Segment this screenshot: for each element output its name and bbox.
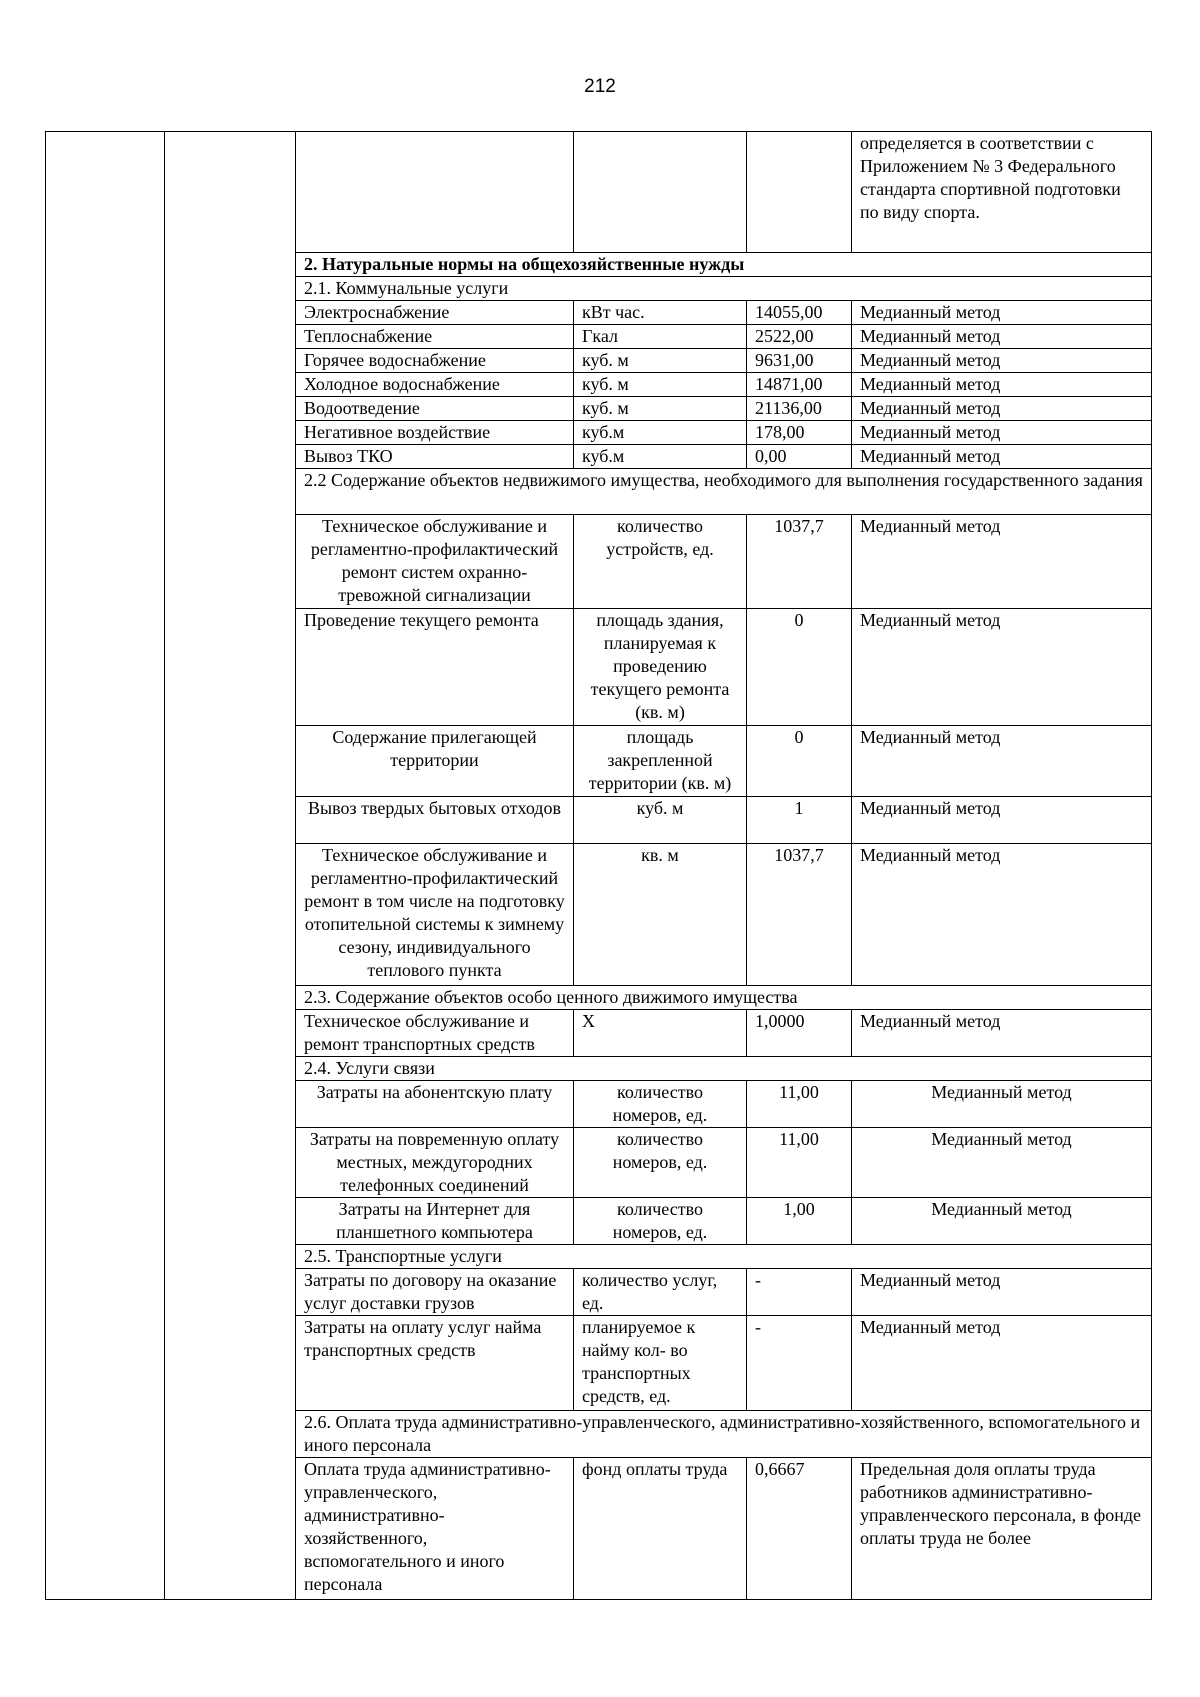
value-cell: 11,00 — [747, 1128, 852, 1198]
value-cell: 0 — [747, 609, 852, 726]
subsection-2-1-title: 2.1. Коммунальные услуги — [296, 277, 1152, 301]
value-cell: 2522,00 — [747, 325, 852, 349]
name-cell: Затраты на повременную оплату местных, междугородних телефонных соединений — [296, 1128, 574, 1198]
unit-cell: количество номеров, ед. — [574, 1198, 747, 1245]
method-cell: Медианный метод — [852, 421, 1152, 445]
value-cell: 0,6667 — [747, 1458, 852, 1600]
method-cell: Медианный метод — [852, 349, 1152, 373]
value-cell: 0,00 — [747, 445, 852, 469]
method-cell: Медианный метод — [852, 1316, 1152, 1411]
method-cell: Медианный метод — [852, 1198, 1152, 1245]
unit-cell: фонд оплаты труда — [574, 1458, 747, 1600]
continued-row — [46, 132, 1152, 253]
unit-cell: кВт час. — [574, 301, 747, 325]
method-cell: Медианный метод — [852, 797, 1152, 844]
value-cell: 1,0000 — [747, 1010, 852, 1057]
value-cell: 11,00 — [747, 1081, 852, 1128]
value-cell: 1037,7 — [747, 844, 852, 986]
name-cell: Затраты на Интернет для планшетного компьютера — [296, 1198, 574, 1245]
name-cell: Затраты на абонентскую плату — [296, 1081, 574, 1128]
method-cell: Медианный метод — [852, 301, 1152, 325]
page-number: 212 — [584, 76, 616, 97]
value-cell: 21136,00 — [747, 397, 852, 421]
value-cell: - — [747, 1316, 852, 1411]
name-cell: Негативное воздействие — [296, 421, 574, 445]
name-cell: Затраты на оплату услуг найма транспортных средств — [296, 1316, 574, 1411]
method-cell: Медианный метод — [852, 1128, 1152, 1198]
method-cell: Медианный метод — [852, 609, 1152, 726]
name-cell: Водоотведение — [296, 397, 574, 421]
name-cell: Проведение текущего ремонта — [296, 609, 574, 726]
unit-cell: куб.м — [574, 421, 747, 445]
unit-cell: куб. м — [574, 373, 747, 397]
unit-cell: Х — [574, 1010, 747, 1057]
subsection-2-5-title: 2.5. Транспортные услуги — [296, 1245, 1152, 1269]
value-cell: 14055,00 — [747, 301, 852, 325]
name-cell: Затраты по договору на оказание услуг доставки грузов — [296, 1269, 574, 1316]
method-cell: Медианный метод — [852, 1081, 1152, 1128]
name-cell: Горячее водоснабжение — [296, 349, 574, 373]
value-cell: 14871,00 — [747, 373, 852, 397]
column-2-cell — [165, 132, 296, 1600]
unit-cell: площадь закрепленной территории (кв. м) — [574, 726, 747, 797]
unit-cell: Гкал — [574, 325, 747, 349]
unit-cell: количество устройств, ед. — [574, 515, 747, 609]
unit-cell: кв. м — [574, 844, 747, 986]
subsection-2-6-title: 2.6. Оплата труда административно-управленческого, административно-хозяйственного, вспомогательного и иного персонала — [296, 1411, 1152, 1458]
name-cell: Техническое обслуживание и регламентно-профилактический ремонт систем охранно-тревожной сигнализации — [296, 515, 574, 609]
value-cell: 1,00 — [747, 1198, 852, 1245]
unit-cell: куб. м — [574, 397, 747, 421]
subsection-2-4-title: 2.4. Услуги связи — [296, 1057, 1152, 1081]
section-2-title: 2. Натуральные нормы на общехозяйственные нужды — [296, 253, 1152, 277]
subsection-2-3-title: 2.3. Содержание объектов особо ценного движимого имущества — [296, 986, 1152, 1010]
method-cell: Медианный метод — [852, 1269, 1152, 1316]
value-cell: 1 — [747, 797, 852, 844]
value-cell: 178,00 — [747, 421, 852, 445]
value-cell: - — [747, 1269, 852, 1316]
unit-cell: количество номеров, ед. — [574, 1081, 747, 1128]
value-cell: 9631,00 — [747, 349, 852, 373]
unit-cell: площадь здания, планируемая к проведению текущего ремонта (кв. м) — [574, 609, 747, 726]
unit-cell: куб. м — [574, 349, 747, 373]
unit-cell: количество номеров, ед. — [574, 1128, 747, 1198]
value-cell: 0 — [747, 726, 852, 797]
method-cell: Медианный метод — [852, 515, 1152, 609]
name-cell: Техническое обслуживание и ремонт транспортных средств — [296, 1010, 574, 1057]
method-cell: Медианный метод — [852, 844, 1152, 986]
method-cell: Медианный метод — [852, 726, 1152, 797]
name-cell: Техническое обслуживание и регламентно-профилактический ремонт в том числе на подготовку отопительной системы к зимнему сезону, индивидуального теплового пункта — [296, 844, 574, 986]
name-cell — [296, 132, 574, 253]
column-1-cell — [46, 132, 165, 1600]
name-cell: Оплата труда административно-управленческого, административно- хозяйственного, вспомогательного и иного персонала — [296, 1458, 574, 1600]
method-note: определяется в соответствии с Приложением № 3 Федерального стандарта спортивной подготовки по виду спорта. — [852, 132, 1152, 253]
name-cell: Содержание прилегающей территории — [296, 726, 574, 797]
norms-table — [45, 131, 1152, 1600]
subsection-2-2-title: 2.2 Содержание объектов недвижимого имущества, необходимого для выполнения государственного задания — [296, 469, 1152, 515]
method-cell: Медианный метод — [852, 325, 1152, 349]
name-cell: Холодное водоснабжение — [296, 373, 574, 397]
method-cell: Медианный метод — [852, 373, 1152, 397]
unit-cell: планируемое к найму кол- во транспортных средств, ед. — [574, 1316, 747, 1411]
value-cell: 1037,7 — [747, 515, 852, 609]
name-cell: Вывоз ТКО — [296, 445, 574, 469]
name-cell: Электроснабжение — [296, 301, 574, 325]
method-cell: Медианный метод — [852, 445, 1152, 469]
unit-cell: количество услуг, ед. — [574, 1269, 747, 1316]
method-cell: Медианный метод — [852, 1010, 1152, 1057]
unit-cell — [574, 132, 747, 253]
name-cell: Вывоз твердых бытовых отходов — [296, 797, 574, 844]
unit-cell: куб.м — [574, 445, 747, 469]
method-cell: Предельная доля оплаты труда работников административно-управленческого персонала, в фонде оплаты труда не более — [852, 1458, 1152, 1600]
value-cell — [747, 132, 852, 253]
method-cell: Медианный метод — [852, 397, 1152, 421]
name-cell: Теплоснабжение — [296, 325, 574, 349]
unit-cell: куб. м — [574, 797, 747, 844]
